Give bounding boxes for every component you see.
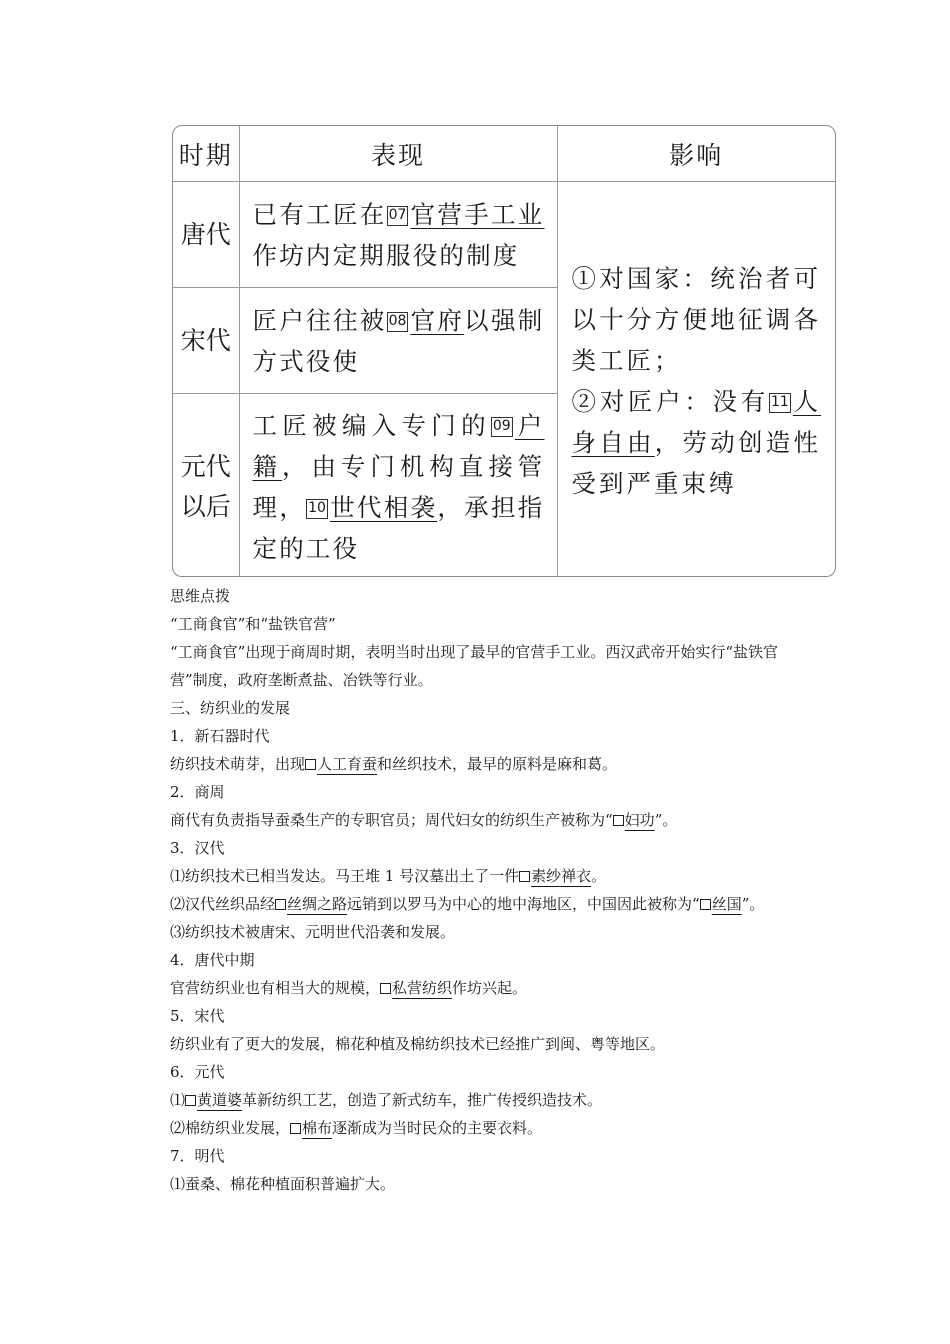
text-segment: ”。 (654, 811, 678, 829)
number-box: 10 (306, 499, 328, 519)
header-period: 时期 (173, 126, 239, 182)
answer-text: 人身自由 (571, 386, 822, 457)
history-table-container (172, 125, 836, 577)
craftsman-system-table (173, 126, 835, 577)
subsection-title: 2．商周 (170, 783, 225, 801)
text-segment: 纺织技术萌芽，出现 (170, 755, 306, 773)
text-segment: 官营纺织业也有相当大的规模， (170, 979, 381, 997)
answer-text: 丝绸之路 (287, 895, 348, 913)
text-segment: 作坊内定期服役的制度 (252, 240, 520, 270)
blank-answer (305, 755, 377, 773)
period-line: 以后 (180, 491, 231, 521)
blank-answer (306, 493, 437, 522)
answer-text: 私营纺织 (392, 979, 453, 997)
subsection-title: 7．明代 (170, 1147, 225, 1165)
text-segment: 革新纺织工艺，创造了新式纺车，推广传授织造技术。 (242, 1091, 603, 1109)
header-performance: 表现 (239, 126, 557, 182)
period-tang: 唐代 (173, 182, 239, 288)
blank-answer (185, 1091, 242, 1109)
table-row (173, 182, 835, 288)
subsection-title: 4．唐代中期 (170, 951, 255, 969)
number-box: 11 (769, 393, 791, 413)
answer-text: 妇功 (624, 811, 655, 829)
blank-box-icon (380, 983, 391, 994)
tip-text: “工商食官”出现于商周时期，表明当时出现了最早的官营手工业。西汉武帝开始实行“盐铁官营”制度，政府垄断煮盐、冶铁等行业。 (170, 643, 779, 689)
performance-yuan (239, 394, 557, 578)
text-segment: ⑵棉纺织业发展， (170, 1119, 291, 1137)
answer-text: 素纱禅衣 (531, 867, 592, 885)
performance-song (239, 288, 557, 394)
blank-box-icon (613, 815, 624, 826)
text-segment: 已有工匠在 (252, 199, 387, 229)
answer-text: 丝国 (711, 895, 742, 913)
blank-box-icon (290, 1123, 301, 1134)
text-segment: 工匠被编入专门的 (252, 410, 491, 440)
text-segment: 商代有负责指导蚕桑生产的专职官员；周代妇女的纺织生产被称为“ (170, 811, 613, 829)
text-segment: ⑴纺织技术已相当发达。马王堆 1 号汉墓出土了一件 (170, 867, 520, 885)
answer-text: 世代相袭 (329, 492, 438, 522)
text-segment: 。 (591, 867, 607, 885)
blank-answer (387, 306, 465, 335)
text-segment: 作坊兴起。 (452, 979, 528, 997)
text-segment: 匠户往往被 (252, 305, 387, 335)
text-segment: ，由专门机构直接管理， (252, 451, 545, 522)
paragraph (170, 750, 812, 778)
number-box: 07 (387, 206, 409, 226)
text-segment: ⑵汉代丝织品经 (170, 895, 276, 913)
blank-box-icon (519, 871, 530, 882)
blank-answer (613, 811, 655, 829)
blank-answer (290, 1119, 332, 1137)
performance-tang (239, 182, 557, 288)
text-segment: 和丝织技术，最早的原料是麻和葛。 (377, 755, 618, 773)
blank-box-icon (275, 899, 286, 910)
paragraph (170, 890, 812, 918)
answer-text: 户籍 (252, 410, 545, 481)
subsection-title: 3．汉代 (170, 839, 225, 857)
paragraph: ⑴蚕桑、棉花种植面积普遍扩大。 (170, 1175, 396, 1193)
paragraph (170, 1086, 812, 1114)
blank-answer (387, 200, 545, 229)
text-segment: 以强制方式役使 (252, 305, 545, 376)
impact-cell (557, 182, 835, 578)
tip-title: 思维点拨 (170, 587, 231, 605)
text-segment: ”。 (741, 895, 765, 913)
impact-line-2 (572, 381, 822, 504)
blank-box-icon (700, 899, 711, 910)
text-segment: ，劳动创造性受到严重束缚 (571, 427, 821, 498)
impact-line-1: ①对国家：统治者可以十分方便地征调各类工匠； (571, 263, 821, 375)
period-line: 元代 (180, 451, 231, 481)
period-song: 宋代 (173, 288, 239, 394)
subsection-title: 6．元代 (170, 1063, 225, 1081)
text-segment: ，承担指定的工役 (252, 492, 545, 563)
section-heading: 三、纺织业的发展 (170, 699, 291, 717)
blank-answer (700, 895, 742, 913)
text-segment: ⑴ (170, 1091, 186, 1109)
body-text (170, 582, 812, 1198)
blank-box-icon (185, 1095, 196, 1106)
paragraph (170, 974, 812, 1002)
subsection-title: 5．宋代 (170, 1007, 225, 1025)
paragraph (170, 862, 812, 890)
blank-answer (519, 867, 591, 885)
answer-text: 黄道婆 (197, 1091, 243, 1109)
answer-text: 官府 (410, 305, 465, 335)
header-impact: 影响 (557, 126, 835, 182)
paragraph (170, 1114, 812, 1142)
text-segment: 远销到以罗马为中心的地中海地区，中国因此被称为“ (347, 895, 700, 913)
paragraph: ⑶纺织技术被唐宋、元明世代沿袭和发展。 (170, 923, 456, 941)
answer-text: 人工育蚕 (317, 755, 378, 773)
paragraph: 纺织业有了更大的发展，棉花种植及棉纺织技术已经推广到闽、粤等地区。 (170, 1035, 666, 1053)
number-box: 08 (387, 312, 409, 332)
answer-text: 棉布 (302, 1119, 333, 1137)
answer-text: 官营手工业 (410, 199, 545, 229)
tip-subtitle: “工商食官”和“盐铁官营” (170, 615, 336, 633)
number-box: 09 (491, 417, 513, 437)
blank-box-icon (305, 759, 316, 770)
blank-answer (275, 895, 347, 913)
text-segment: 逐渐成为当时民众的主要衣料。 (332, 1119, 543, 1137)
subsection-title: 1．新石器时代 (170, 727, 270, 745)
period-yuan (173, 394, 239, 578)
text-segment: ②对匠户：没有 (571, 386, 769, 416)
blank-answer (380, 979, 452, 997)
paragraph (170, 806, 812, 834)
